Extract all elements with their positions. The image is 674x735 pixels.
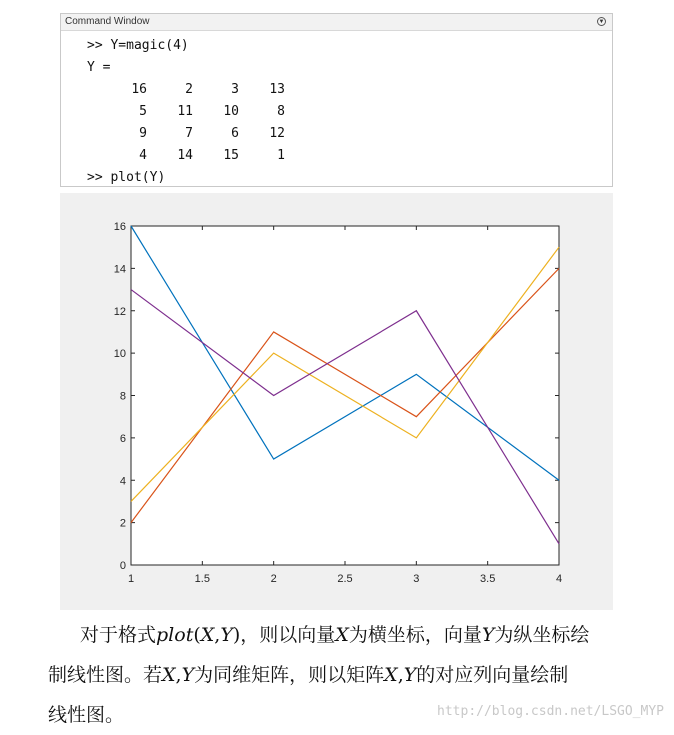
matrix-cell: 2	[185, 82, 193, 97]
x-tick-label: 4	[555, 573, 563, 585]
math-text: Y	[220, 624, 233, 646]
math-text: ,	[175, 664, 182, 686]
matrix-cell: 14	[177, 148, 193, 163]
y-tick-label: 0	[119, 560, 126, 572]
x-tick-label: 1.5	[194, 573, 210, 585]
x-tick-label: 3	[413, 573, 420, 585]
paragraph-line-1	[48, 620, 638, 647]
math-text: ,	[214, 624, 221, 646]
math-text: X	[200, 624, 215, 646]
x-tick-label: 2	[270, 573, 277, 585]
matrix-cell: 16	[131, 82, 147, 97]
figure-window[interactable]	[60, 193, 613, 610]
text-run: 对于格式	[80, 624, 157, 646]
y-tick-label: 14	[113, 263, 126, 276]
matrix-cell: 11	[177, 104, 193, 119]
text-run: 的对应列向量绘制	[416, 664, 569, 686]
paragraph-line-2	[48, 660, 638, 687]
x-tick-label: 2.5	[337, 573, 353, 585]
y-tick-label: 4	[119, 475, 126, 488]
text-run: 为同维矩阵，则以矩阵	[194, 664, 385, 686]
y-tick-label: 2	[119, 517, 126, 530]
matrix-row	[101, 101, 612, 123]
matrix-cell: 7	[185, 126, 193, 141]
command-window[interactable]	[60, 13, 613, 187]
command-line: >> Y=magic(4)	[87, 38, 189, 53]
matrix-row	[101, 145, 612, 167]
command-window-titlebar	[61, 14, 612, 31]
matrix-cell: 12	[269, 126, 285, 141]
matrix-cell: 5	[139, 104, 147, 119]
matrix-cell: 6	[231, 126, 239, 141]
matrix-cell: 1	[277, 148, 285, 163]
math-text: Y	[403, 664, 417, 686]
y-tick-label: 8	[119, 390, 126, 403]
matrix-cell: 3	[231, 82, 239, 97]
chevron-circle-icon[interactable]: ▼	[598, 19, 605, 25]
math-text: Y	[481, 624, 495, 646]
x-tick-label: 1	[127, 573, 135, 585]
matrix-output	[101, 79, 612, 167]
math-text: (	[193, 624, 201, 646]
text-run: 线性图。	[48, 704, 125, 726]
y-tick-label: 6	[119, 432, 126, 445]
math-text: Y	[181, 664, 195, 686]
y-tick-label: 16	[113, 221, 126, 233]
command-output[interactable]	[61, 31, 612, 189]
math-text: X	[335, 624, 349, 646]
matrix-cell: 4	[139, 148, 147, 163]
output-label: Y =	[87, 60, 111, 75]
matrix-row	[101, 123, 612, 145]
y-tick-label: 10	[113, 348, 126, 361]
matrix-cell: 8	[277, 104, 285, 119]
text-run: 制线性图。若	[48, 664, 163, 686]
command-line: >> plot(Y)	[87, 170, 166, 185]
text-run: 为横坐标，向量	[348, 624, 482, 646]
command-window-title: Command Window	[65, 16, 150, 27]
watermark: http://blog.csdn.net/LSGO_MYP	[437, 704, 664, 719]
matrix-row	[101, 79, 612, 101]
math-text: plot	[156, 624, 194, 646]
x-tick-label: 3.5	[480, 573, 496, 585]
matrix-cell: 13	[269, 82, 285, 97]
line-chart[interactable]	[60, 193, 613, 610]
text-run: 为纵坐标绘	[494, 624, 590, 646]
matrix-cell: 10	[223, 104, 239, 119]
text-run: )，则以向量	[232, 624, 336, 646]
matrix-cell: 9	[139, 126, 147, 141]
math-text: ,	[397, 664, 404, 686]
matrix-cell: 15	[223, 148, 239, 163]
y-tick-label: 12	[113, 305, 126, 318]
math-text: X	[162, 664, 176, 686]
math-text: X	[384, 664, 398, 686]
